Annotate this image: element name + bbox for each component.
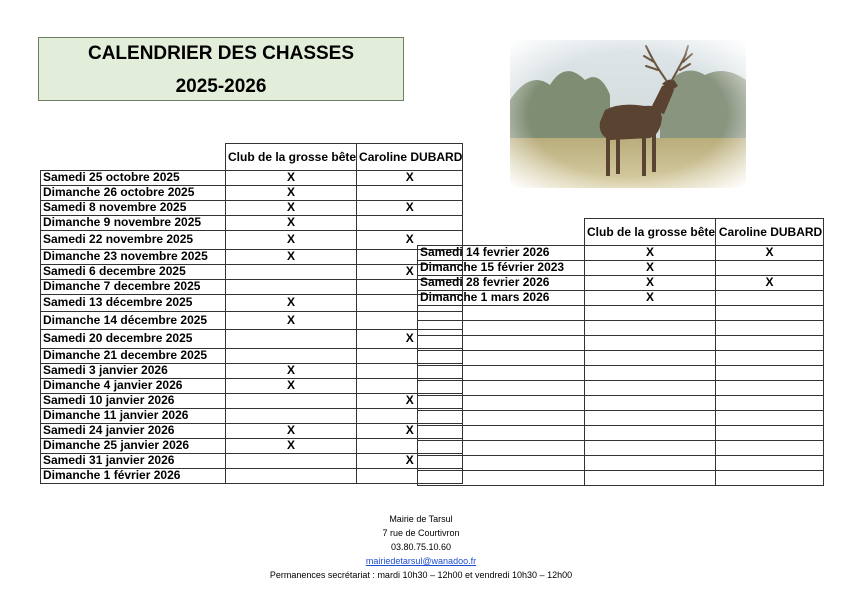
empty-date-cell (418, 395, 585, 410)
caroline-mark: X (357, 329, 463, 348)
empty-club-cell (585, 470, 716, 485)
empty-row (418, 320, 824, 335)
empty-caroline-cell (716, 440, 824, 455)
footer-phone: 03.80.75.10.60 (390, 542, 452, 552)
date-cell: Dimanche 23 novembre 2025 (41, 249, 226, 264)
club-mark: X (585, 245, 716, 260)
empty-date-cell (418, 425, 585, 440)
empty-caroline-cell (716, 365, 824, 380)
caroline-mark: X (716, 245, 824, 260)
empty-row (418, 350, 824, 365)
club-mark: X (226, 438, 357, 453)
empty-date-cell (418, 335, 585, 350)
empty-date-cell (418, 350, 585, 365)
caroline-mark (716, 290, 824, 305)
empty-club-cell (585, 350, 716, 365)
date-cell: Samedi 22 novembre 2025 (41, 230, 226, 249)
table-row (41, 311, 463, 329)
empty-row (418, 440, 824, 455)
empty-caroline-cell (716, 425, 824, 440)
club-mark: X (226, 185, 357, 200)
caroline-mark: X (716, 275, 824, 290)
club-mark (226, 329, 357, 348)
table-row (41, 438, 463, 453)
empty-date-cell (418, 455, 585, 470)
club-mark: X (226, 311, 357, 329)
empty-club-cell (585, 455, 716, 470)
date-cell: Dimanche 26 octobre 2025 (41, 185, 226, 200)
date-cell: Samedi 31 janvier 2026 (41, 453, 226, 468)
empty-row (418, 410, 824, 425)
club-mark: X (226, 230, 357, 249)
header-club: Club de la grosse bête (585, 219, 716, 246)
empty-row (418, 365, 824, 380)
footer (0, 512, 842, 582)
caroline-mark: X (357, 453, 463, 468)
date-cell: Samedi 14 fevrier 2026 (418, 245, 585, 260)
footer-mairie: Mairie de Tarsul (389, 514, 453, 524)
footer-address: 7 rue de Courtivron (382, 528, 460, 538)
empty-date-cell (418, 365, 585, 380)
caroline-mark (716, 260, 824, 275)
empty-row (418, 335, 824, 350)
empty-date-cell (418, 380, 585, 395)
season-title: 2025-2026 (175, 76, 267, 97)
header-blank-cell (418, 219, 585, 246)
table-row (41, 264, 463, 279)
table-row (41, 249, 463, 264)
empty-date-cell (418, 440, 585, 455)
club-mark (226, 393, 357, 408)
club-mark: X (226, 170, 357, 185)
date-cell: Samedi 28 fevrier 2026 (418, 275, 585, 290)
table-row (41, 215, 463, 230)
club-mark: X (226, 249, 357, 264)
empty-row (418, 305, 824, 320)
club-mark (226, 264, 357, 279)
empty-club-cell (585, 305, 716, 320)
date-cell: Dimanche 9 novembre 2025 (41, 215, 226, 230)
caroline-mark: X (357, 423, 463, 438)
caroline-mark: X (357, 170, 463, 185)
empty-club-cell (585, 365, 716, 380)
right-hunt-table (417, 218, 824, 486)
table-row (418, 260, 824, 275)
date-cell: Dimanche 1 mars 2026 (418, 290, 585, 305)
table-row (41, 279, 463, 294)
header-blank-cell (41, 144, 226, 171)
table-row (41, 185, 463, 200)
header-club: Club de la grosse bête (226, 144, 357, 171)
club-mark (226, 453, 357, 468)
date-cell: Dimanche 14 décembre 2025 (41, 311, 226, 329)
date-cell: Samedi 6 decembre 2025 (41, 264, 226, 279)
club-mark (226, 348, 357, 363)
table-row (41, 423, 463, 438)
date-cell: Dimanche 4 janvier 2026 (41, 378, 226, 393)
empty-date-cell (418, 305, 585, 320)
date-cell: Samedi 8 novembre 2025 (41, 200, 226, 215)
page-title: CALENDRIER DES CHASSES (87, 43, 355, 64)
table-row (41, 230, 463, 249)
empty-row (418, 380, 824, 395)
empty-club-cell (585, 395, 716, 410)
empty-caroline-cell (716, 335, 824, 350)
date-cell: Dimanche 15 février 2023 (418, 260, 585, 275)
date-cell: Dimanche 1 février 2026 (41, 468, 226, 483)
empty-club-cell (585, 425, 716, 440)
empty-row (418, 455, 824, 470)
club-mark: X (226, 294, 357, 311)
table-header-row (418, 219, 824, 246)
empty-caroline-cell (716, 470, 824, 485)
club-mark: X (226, 378, 357, 393)
date-cell: Dimanche 7 decembre 2025 (41, 279, 226, 294)
empty-date-cell (418, 320, 585, 335)
club-mark (226, 408, 357, 423)
empty-caroline-cell (716, 455, 824, 470)
date-cell: Samedi 25 octobre 2025 (41, 170, 226, 185)
table-row (41, 329, 463, 348)
club-mark: X (226, 200, 357, 215)
empty-caroline-cell (716, 380, 824, 395)
title-box (38, 37, 404, 101)
club-mark (226, 279, 357, 294)
empty-club-cell (585, 335, 716, 350)
caroline-mark: X (357, 200, 463, 215)
deer-photo (510, 40, 746, 188)
table-row (41, 170, 463, 185)
club-mark: X (226, 215, 357, 230)
caroline-mark: X (357, 264, 463, 279)
date-cell: Samedi 20 decembre 2025 (41, 329, 226, 348)
table-row (41, 393, 463, 408)
footer-email-link[interactable]: mairiedetarsul@wanadoo.fr (365, 556, 477, 566)
caroline-mark (357, 185, 463, 200)
table-row (41, 200, 463, 215)
empty-caroline-cell (716, 320, 824, 335)
date-cell: Dimanche 21 decembre 2025 (41, 348, 226, 363)
caroline-mark: X (357, 393, 463, 408)
caroline-mark: X (357, 230, 463, 249)
table-row (41, 294, 463, 311)
empty-date-cell (418, 410, 585, 425)
table-row (41, 378, 463, 393)
table-row (41, 363, 463, 378)
table-row (41, 408, 463, 423)
header-caroline: Caroline DUBARD (716, 219, 824, 246)
date-cell: Samedi 10 janvier 2026 (41, 393, 226, 408)
table-row (418, 245, 824, 260)
empty-club-cell (585, 320, 716, 335)
empty-caroline-cell (716, 350, 824, 365)
club-mark (226, 468, 357, 483)
table-header-row (41, 144, 463, 171)
table-row (41, 348, 463, 363)
club-mark: X (226, 423, 357, 438)
date-cell: Samedi 3 janvier 2026 (41, 363, 226, 378)
empty-row (418, 470, 824, 485)
club-mark: X (585, 290, 716, 305)
table-row (418, 290, 824, 305)
empty-row (418, 425, 824, 440)
date-cell: Dimanche 25 janvier 2026 (41, 438, 226, 453)
empty-row (418, 395, 824, 410)
table-row (418, 275, 824, 290)
club-mark: X (585, 275, 716, 290)
table-row (41, 453, 463, 468)
table-row (41, 468, 463, 483)
empty-club-cell (585, 440, 716, 455)
club-mark: X (585, 260, 716, 275)
empty-club-cell (585, 380, 716, 395)
empty-club-cell (585, 410, 716, 425)
empty-caroline-cell (716, 410, 824, 425)
date-cell: Dimanche 11 janvier 2026 (41, 408, 226, 423)
empty-caroline-cell (716, 305, 824, 320)
empty-date-cell (418, 470, 585, 485)
footer-hours: Permanences secrétariat : mardi 10h30 – 12h00 et vendredi 10h30 – 12h00 (269, 570, 573, 580)
club-mark: X (226, 363, 357, 378)
date-cell: Samedi 24 janvier 2026 (41, 423, 226, 438)
header-caroline: Caroline DUBARD (357, 144, 463, 171)
empty-caroline-cell (716, 395, 824, 410)
date-cell: Samedi 13 décembre 2025 (41, 294, 226, 311)
left-hunt-table (40, 143, 463, 484)
